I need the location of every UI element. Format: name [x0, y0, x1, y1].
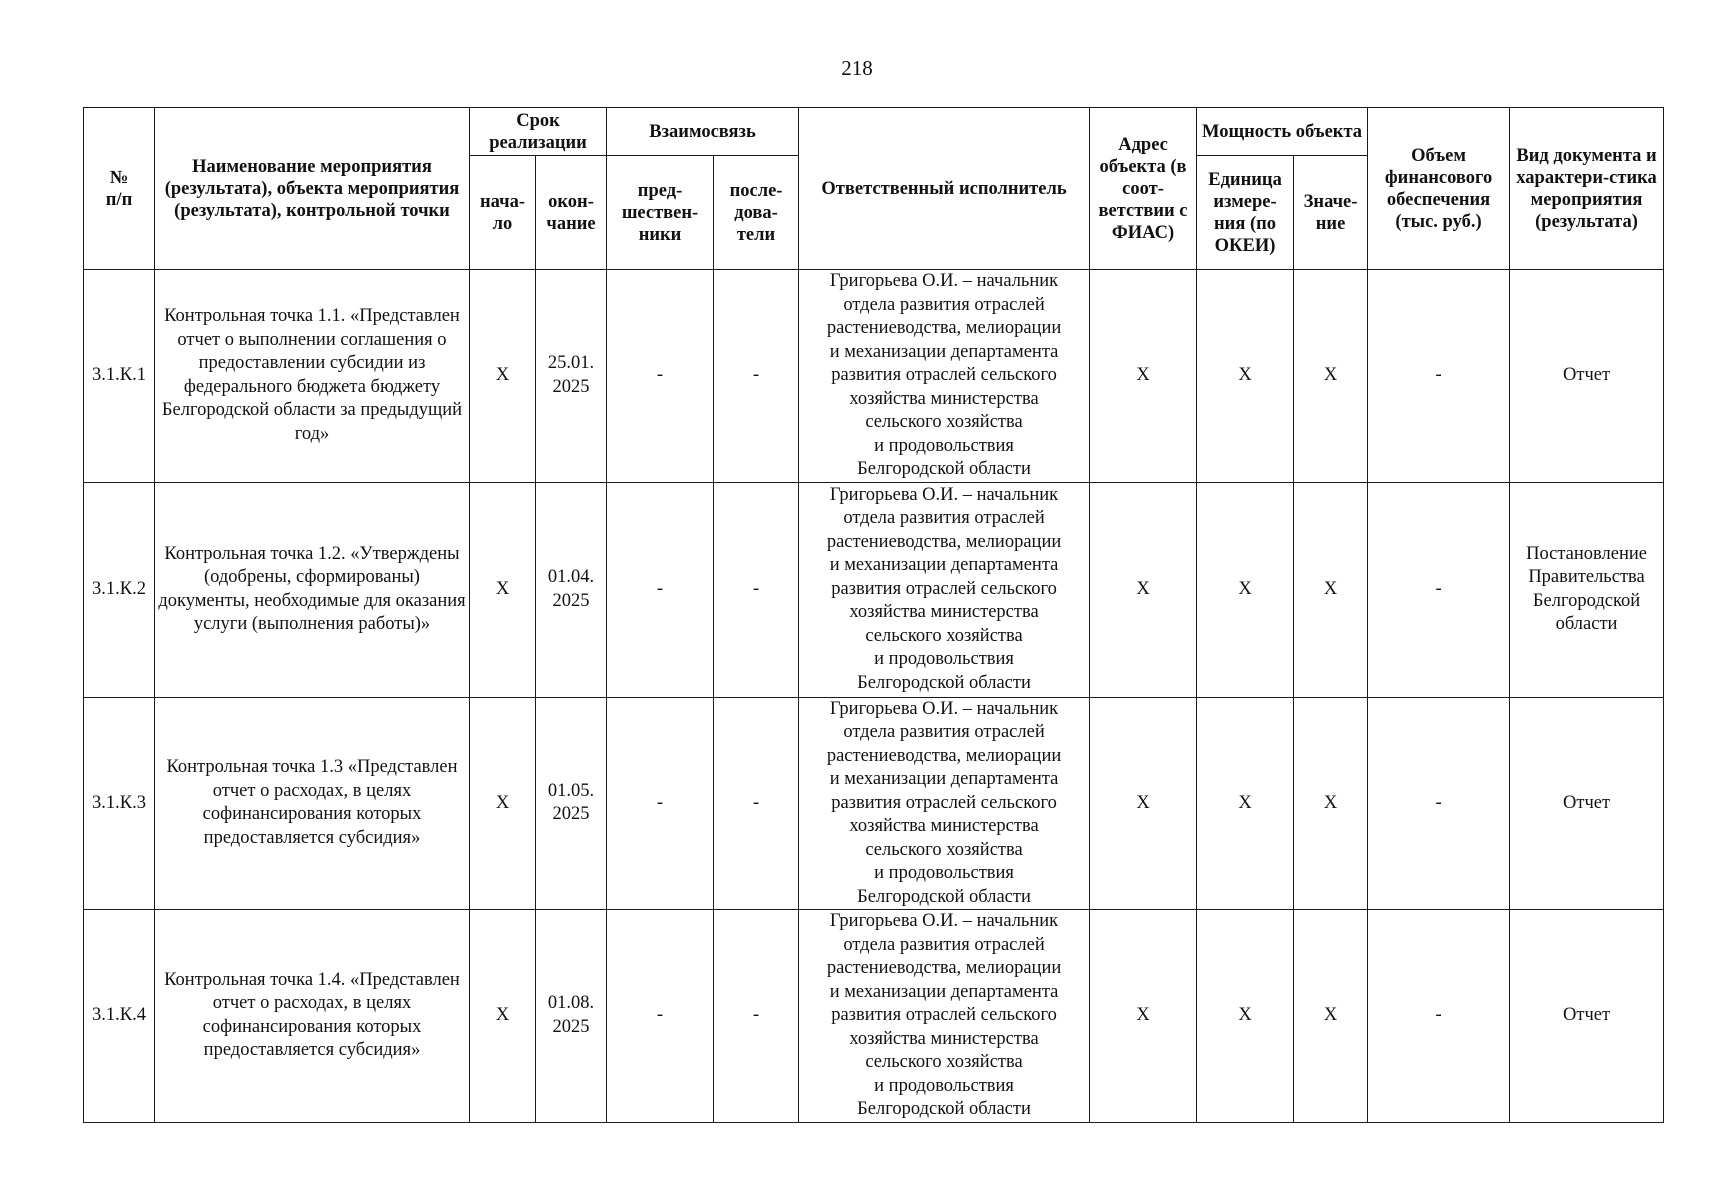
row-doc-type: Отчет — [1510, 697, 1664, 910]
row-next: - — [714, 697, 799, 910]
row-address: Х — [1090, 270, 1197, 483]
row-unit: Х — [1197, 270, 1294, 483]
header-executor: Ответственный исполнитель — [799, 108, 1090, 270]
row-next: - — [714, 270, 799, 483]
row-num: 3.1.К.3 — [84, 697, 155, 910]
row-unit: Х — [1197, 482, 1294, 697]
row-value: Х — [1294, 270, 1368, 483]
row-value: Х — [1294, 482, 1368, 697]
row-start: Х — [470, 482, 536, 697]
page-number: 218 — [841, 56, 873, 80]
header-capacity: Мощность объекта — [1197, 108, 1368, 156]
header-num: № п/п — [84, 108, 155, 270]
row-next: - — [714, 910, 799, 1123]
control-points-table — [83, 107, 1664, 1123]
row-doc-type: Отчет — [1510, 270, 1664, 483]
row-address: Х — [1090, 697, 1197, 910]
row-executor-text: Григорьева О.И. – начальник отдела развития отраслей растениеводства, мелиорации и механизации департамента развития отраслей сельского хозяйства министерства сельского хозяйства и продовольствия Белгородской области — [826, 484, 1062, 693]
row-name: Контрольная точка 1.4. «Представлен отчет о расходах, в целях софинансирования которых предоставляется субсидия» — [155, 910, 470, 1123]
row-num: 3.1.К.2 — [84, 482, 155, 697]
header-address: Адрес объекта (в соот-ветствии с ФИАС) — [1090, 108, 1197, 270]
row-end: 01.08. 2025 — [536, 910, 607, 1123]
row-end: 01.04. 2025 — [536, 482, 607, 697]
row-executor-text: Григорьева О.И. – начальник отдела развития отраслей растениеводства, мелиорации и механизации департамента развития отраслей сельского хозяйства министерства сельского хозяйства и продовольствия Белгородской области — [826, 271, 1062, 479]
header-period: Срок реализации — [470, 108, 607, 156]
row-next: - — [714, 482, 799, 697]
table-row — [84, 482, 1664, 697]
header-name: Наименование мероприятия (результата), объекта мероприятия (результата), контрольной точки — [155, 108, 470, 270]
header-capacity-unit: Единица измере-ния (по ОКЕИ) — [1197, 156, 1294, 270]
header-relation: Взаимосвязь — [607, 108, 799, 156]
row-start: Х — [470, 697, 536, 910]
table-row — [84, 910, 1664, 1123]
row-prev: - — [607, 910, 714, 1123]
row-unit: Х — [1197, 697, 1294, 910]
row-num: 3.1.К.4 — [84, 910, 155, 1123]
table-row — [84, 270, 1664, 483]
row-value: Х — [1294, 697, 1368, 910]
table-header — [84, 108, 1664, 270]
row-executor — [799, 482, 1090, 697]
header-relation-prev: пред- шествен- ники — [607, 156, 714, 270]
row-address: Х — [1090, 482, 1197, 697]
row-name: Контрольная точка 1.3 «Представлен отчет о расходах, в целях софинансирования которых предоставляется субсидия» — [155, 697, 470, 910]
row-prev: - — [607, 482, 714, 697]
row-start: Х — [470, 270, 536, 483]
row-executor — [799, 270, 1090, 483]
row-unit: Х — [1197, 910, 1294, 1123]
row-name: Контрольная точка 1.1. «Представлен отчет о выполнении соглашения о предоставлении субсидии из федерального бюджета бюджету Белгородской области за предыдущий год» — [155, 270, 470, 483]
row-financing: - — [1368, 910, 1510, 1123]
row-value: Х — [1294, 910, 1368, 1123]
row-executor — [799, 697, 1090, 910]
row-doc-type: Постановление Правительства Белгородской области — [1510, 482, 1664, 697]
header-relation-next: после- дова- тели — [714, 156, 799, 270]
header-financing: Объем финансового обеспечения (тыс. руб.) — [1368, 108, 1510, 270]
row-executor-text: Григорьева О.И. – начальник отдела развития отраслей растениеводства, мелиорации и механизации департамента развития отраслей сельского хозяйства министерства сельского хозяйства и продовольствия Белгородской области — [826, 698, 1062, 907]
row-prev: - — [607, 270, 714, 483]
row-financing: - — [1368, 697, 1510, 910]
table-body — [84, 270, 1664, 1123]
row-num: 3.1.К.1 — [84, 270, 155, 483]
table-row — [84, 697, 1664, 910]
row-financing: - — [1368, 482, 1510, 697]
row-name: Контрольная точка 1.2. «Утверждены (одобрены, сформированы) документы, необходимые для оказания услуги (выполнения работы)» — [155, 482, 470, 697]
row-doc-type: Отчет — [1510, 910, 1664, 1123]
row-executor-text: Григорьева О.И. – начальник отдела развития отраслей растениеводства, мелиорации и механизации департамента развития отраслей сельского хозяйства министерства сельского хозяйства и продовольствия Белгородской области — [826, 911, 1062, 1119]
row-prev: - — [607, 697, 714, 910]
row-end: 25.01. 2025 — [536, 270, 607, 483]
header-capacity-value: Значе-ние — [1294, 156, 1368, 270]
row-financing: - — [1368, 270, 1510, 483]
row-start: Х — [470, 910, 536, 1123]
header-period-start: нача- ло — [470, 156, 536, 270]
row-executor — [799, 910, 1090, 1123]
header-period-end: окон- чание — [536, 156, 607, 270]
row-end: 01.05. 2025 — [536, 697, 607, 910]
header-doc-type: Вид документа и характери-стика мероприятия (результата) — [1510, 108, 1664, 270]
row-address: Х — [1090, 910, 1197, 1123]
